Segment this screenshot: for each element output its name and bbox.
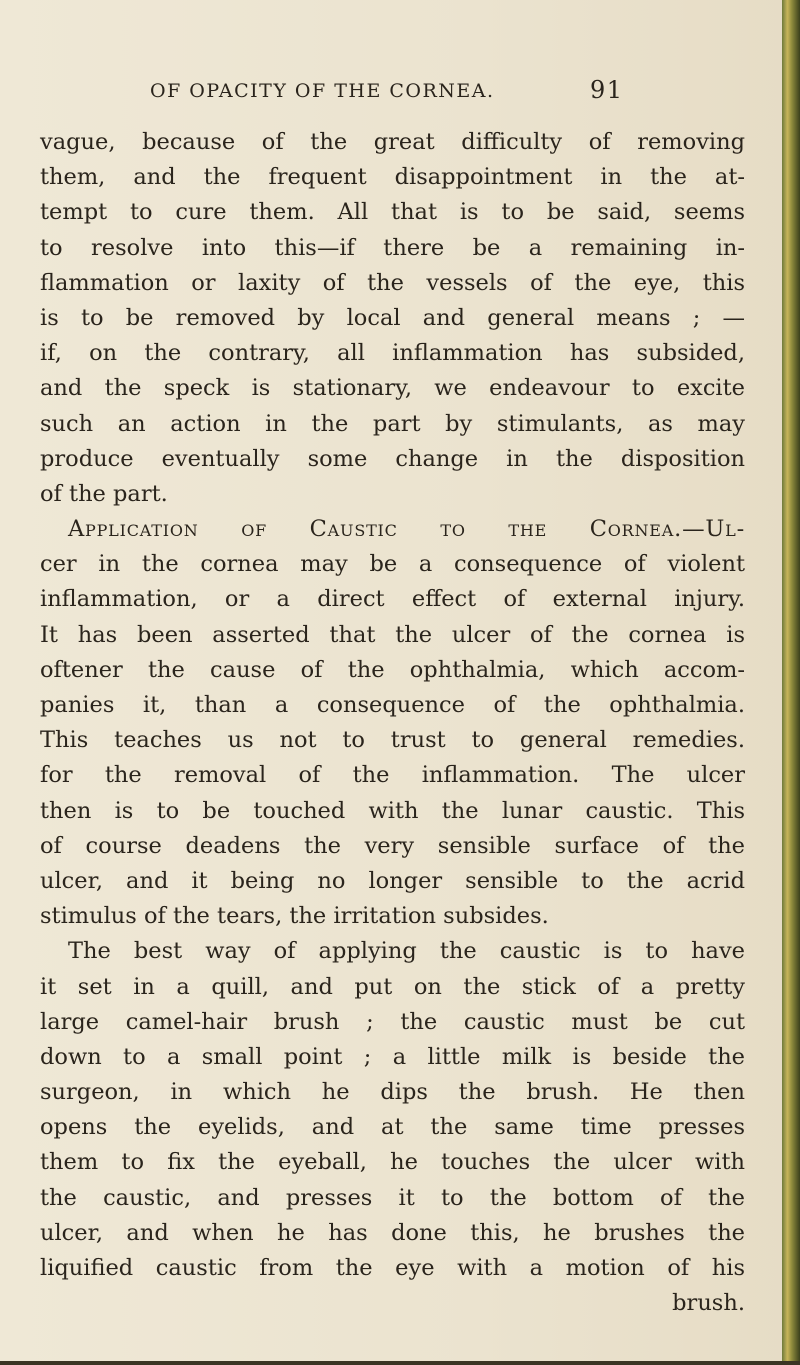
text-line: panies it, than a consequence of the ophthalmia.	[40, 692, 745, 718]
text-line: cer in the cornea may be a consequence of violent	[40, 551, 745, 578]
text-line: inflammation, or a direct effect of external injury.	[40, 586, 745, 613]
text-line: flammation or laxity of the vessels of the eye, this	[40, 269, 745, 296]
text-line: and the speck is stationary, we endeavour to excite	[40, 375, 745, 402]
text-line: liquified caustic from the eye with a motion of his	[40, 1255, 745, 1281]
text-line: stimulus of the tears, the irritation subsides.	[40, 903, 549, 930]
text-line: vague, because of the great difficulty of removing	[40, 129, 745, 155]
text-line: the caustic, and presses it to the bottom of the	[40, 1184, 745, 1211]
body-text	[40, 125, 745, 1321]
page-number: 91	[590, 76, 624, 104]
text-line: The best way of applying the caustic is to have	[68, 938, 745, 965]
running-title: OF OPACITY OF THE CORNEA.	[150, 80, 495, 102]
text-line: to resolve into this—if there be a remaining in-	[40, 234, 745, 261]
text-line: ulcer, and when he has done this, he brushes the	[40, 1219, 745, 1246]
text-line: tempt to cure them. All that is to be said, seems	[40, 199, 745, 226]
text-line: large camel-hair brush ; the caustic must be cut	[40, 1008, 745, 1035]
text-line: if, on the contrary, all inflammation has subsided,	[40, 340, 745, 367]
text-line: It has been asserted that the ulcer of the cornea is	[40, 621, 745, 648]
text-line: This teaches us not to trust to general remedies.	[40, 727, 745, 754]
text-line: then is to be touched with the lunar caustic. This	[40, 797, 745, 824]
catchword: brush.	[672, 1290, 745, 1317]
text-line: is to be removed by local and general means ; —	[40, 304, 745, 331]
page-bottom-edge	[0, 1361, 800, 1365]
text-line: oftener the cause of the ophthalmia, which accom-	[40, 656, 745, 683]
text-line: of course deadens the very sensible surface of the	[40, 832, 745, 859]
text-line: surgeon, in which he dips the brush. He then	[40, 1079, 745, 1106]
section-heading-line: Application of Caustic to the Cornea.—Ul-	[68, 516, 745, 543]
text-line: opens the eyelids, and at the same time presses	[40, 1114, 745, 1141]
text-line: of the part.	[40, 480, 168, 507]
text-line: them to fix the eyeball, he touches the ulcer with	[40, 1149, 745, 1176]
text-line: produce eventually some change in the disposition	[40, 445, 745, 472]
text-line: such an action in the part by stimulants, as may	[40, 410, 745, 437]
text-line: ulcer, and it being no longer sensible to the acrid	[40, 867, 745, 894]
text-line: it set in a quill, and put on the stick of a pretty	[40, 973, 745, 1000]
text-line: them, and the frequent disappointment in the at-	[40, 164, 745, 191]
text-line: for the removal of the inflammation. The ulcer	[40, 762, 745, 789]
text-line: down to a small point ; a little milk is beside the	[40, 1043, 745, 1070]
page-binding-edge	[782, 0, 800, 1365]
